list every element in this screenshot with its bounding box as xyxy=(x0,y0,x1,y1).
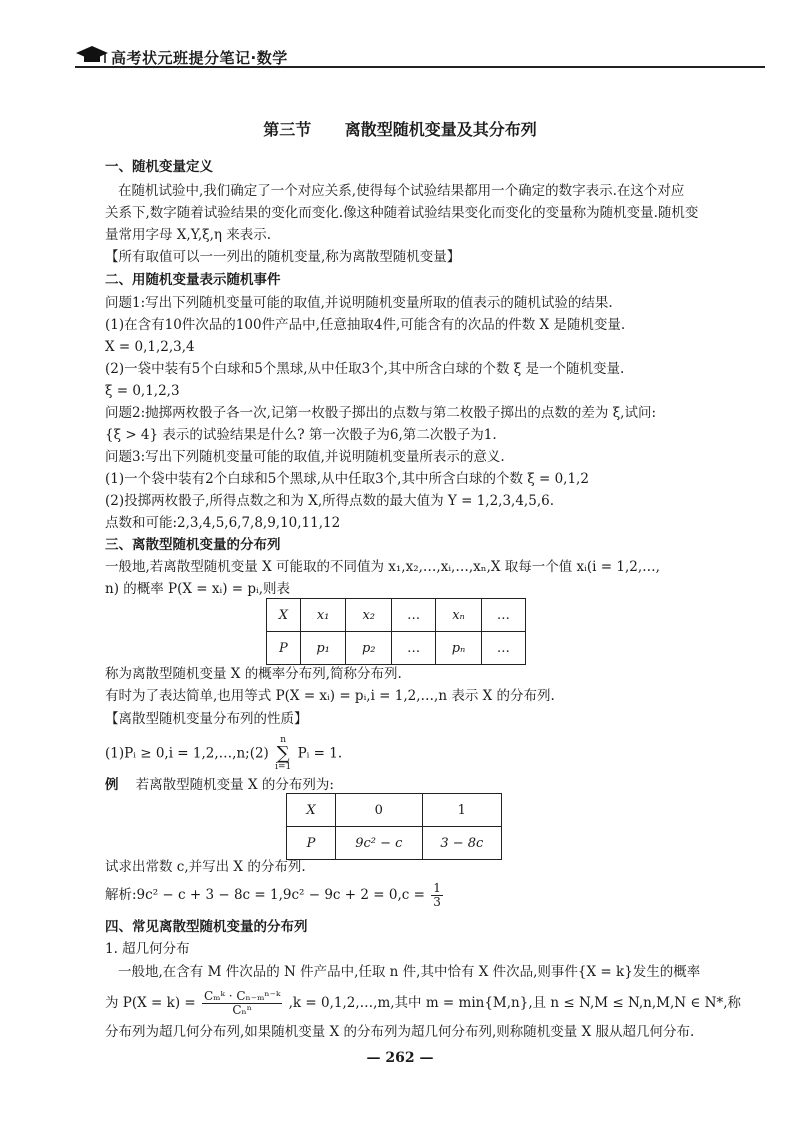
heading-distribution: 三、离散型随机变量的分布列 xyxy=(105,537,281,553)
problem-1-part-2-answer: ξ = 0,1,2,3 xyxy=(105,383,180,399)
fraction-numerator: Cₘᵏ · Cₙ₋ₘⁿ⁻ᵏ xyxy=(204,989,281,1003)
sum-upper: n xyxy=(280,735,287,745)
distribution-table xyxy=(266,598,526,665)
table-cell: … xyxy=(392,632,436,665)
table-cell: P xyxy=(287,827,336,860)
page-number: — 262 — xyxy=(366,1050,434,1066)
paragraph-line: 称为离散型随机变量 X 的概率分布列,简称分布列. xyxy=(105,666,402,682)
problem-2-answer: {ξ > 4} 表示的试验结果是什么? 第一次骰子为6,第二次骰子为1. xyxy=(105,427,497,443)
table-cell: p₁ xyxy=(300,632,346,665)
sum-lower: i=1 xyxy=(275,762,292,772)
table-cell: X xyxy=(267,599,301,632)
header-title: 高考状元班提分笔记·数学 xyxy=(111,49,288,67)
example-solution xyxy=(105,882,445,909)
hypergeometric-fraction xyxy=(202,990,282,1017)
problem-2: 问题2:抛掷两枚骰子各一次,记第一枚骰子掷出的点数与第二枚骰子掷出的点数的差为 ξ,试问: xyxy=(105,405,656,421)
table-cell: … xyxy=(392,599,436,632)
fraction-denominator: Cₙⁿ xyxy=(232,1003,252,1017)
table-cell: … xyxy=(481,632,525,665)
sum-sigma: ∑ xyxy=(276,743,290,764)
table-cell: … xyxy=(481,599,525,632)
table-row xyxy=(287,794,502,827)
solution-text: 解析:9c² − c + 3 − 8c = 1,9c² − 9c + 2 = 0,c = xyxy=(105,887,430,903)
problem-1-part-1: (1)在含有10件次品的100件产品中,任意抽取4件,可能含有的次品的件数 X 是随机变量. xyxy=(105,317,626,333)
problem-1-part-2: (2)一袋中装有5个白球和5个黑球,从中任取3个,其中所含白球的个数 ξ 是一个随机变量. xyxy=(105,361,625,377)
formula-prefix: 为 P(X = k) = xyxy=(105,995,196,1011)
table-cell: 9c² − c xyxy=(336,827,423,860)
subheading-hypergeometric: 1. 超几何分布 xyxy=(105,941,190,957)
table-cell: 1 xyxy=(422,794,501,827)
paragraph-line: 分布列为超几何分布列,如果随机变量 X 的分布列为超几何分布列,则称随机变量 X 服从超几何分布. xyxy=(105,1024,695,1040)
example-text: 若离散型随机变量 X 的分布列为: xyxy=(135,777,334,793)
properties-formula xyxy=(105,736,342,772)
paragraph-line: 一般地,在含有 M 件次品的 N 件产品中,任取 n 件,其中恰有 X 件次品,则事件{X = k}发生的概率 xyxy=(118,964,701,980)
table-cell: 3 − 8c xyxy=(422,827,501,860)
problem-3-part-2: (2)投掷两枚骰子,所得点数之和为 X,所得点数的最大值为 Y = 1,2,3,4,5,6. xyxy=(105,493,554,509)
paragraph-line: 在随机试验中,我们确定了一个对应关系,使得每个试验结果都用一个确定的数字表示.在这个对应 xyxy=(118,183,685,199)
table-cell: P xyxy=(267,632,301,665)
table-cell: x₁ xyxy=(300,599,346,632)
header-rule xyxy=(75,66,765,68)
property-2: Pᵢ = 1. xyxy=(297,745,343,762)
example-distribution-table xyxy=(286,793,502,860)
section-number: 第三节 xyxy=(263,120,312,139)
paragraph-line: 关系下,数字随着试验结果的变化而变化.像这种随着试验结果变化而变化的变量称为随机变量.随机变 xyxy=(105,205,699,221)
fraction-denominator: 3 xyxy=(433,895,441,909)
example-question: 试求出常数 c,并写出 X 的分布列. xyxy=(105,859,306,875)
example-prompt xyxy=(105,775,334,795)
heading-common-distributions: 四、常见离散型随机变量的分布列 xyxy=(105,919,308,935)
formula-suffix: ,k = 0,1,2,…,m,其中 m = min{M,n},且 n ≤ N,M ≤ N,n,M,N ∈ N*,称 xyxy=(288,995,742,1011)
paragraph-line: 有时为了表达简单,也用等式 P(X = xᵢ) = pᵢ,i = 1,2,…,n 表示 X 的分布列. xyxy=(105,688,555,704)
graduation-cap-icon xyxy=(75,44,109,66)
hypergeometric-formula xyxy=(105,990,741,1017)
solution-fraction xyxy=(431,882,443,909)
property-1: (1)Pᵢ ≥ 0,i = 1,2,…,n;(2) xyxy=(105,745,269,762)
table-row xyxy=(267,632,526,665)
table-cell: xₙ xyxy=(436,599,482,632)
table-cell: p₂ xyxy=(346,632,392,665)
problem-3: 问题3:写出下列随机变量可能的取值,并说明随机变量所表示的意义. xyxy=(105,449,505,465)
example-label: 例 xyxy=(105,777,119,793)
heading-random-events: 二、用随机变量表示随机事件 xyxy=(105,272,281,288)
problem-1-part-1-answer: X = 0,1,2,3,4 xyxy=(105,339,195,355)
section-title xyxy=(0,117,800,140)
paragraph-line: 一般地,若离散型随机变量 X 可能取的不同值为 x₁,x₂,…,xᵢ,…,xₙ,X 取每一个值 xᵢ(i = 1,2,…, xyxy=(105,559,660,575)
problem-1: 问题1:写出下列随机变量可能的取值,并说明随机变量所取的值表示的随机试验的结果. xyxy=(105,295,613,311)
table-cell: x₂ xyxy=(346,599,392,632)
table-row xyxy=(267,599,526,632)
paragraph-line: 量常用字母 X,Y,ξ,η 来表示. xyxy=(105,227,272,243)
problem-3-sum-values: 点数和可能:2,3,4,5,6,7,8,9,10,11,12 xyxy=(105,515,341,531)
table-row xyxy=(287,827,502,860)
paragraph-line: n) 的概率 P(X = xᵢ) = pᵢ,则表 xyxy=(105,581,291,597)
page-header xyxy=(75,44,765,70)
fraction-numerator: 1 xyxy=(433,881,441,895)
section-heading: 离散型随机变量及其分布列 xyxy=(344,120,537,139)
heading-random-variable-def: 一、随机变量定义 xyxy=(105,159,213,175)
table-cell: 0 xyxy=(336,794,423,827)
table-cell: pₙ xyxy=(436,632,482,665)
note-discrete-definition: 【所有取值可以一一列出的随机变量,称为离散型随机变量】 xyxy=(105,249,461,265)
summation-symbol xyxy=(275,736,291,772)
table-cell: X xyxy=(287,794,336,827)
note-distribution-properties: 【离散型随机变量分布列的性质】 xyxy=(105,711,308,727)
problem-3-part-1: (1)一个袋中装有2个白球和5个黑球,从中任取3个,其中所含白球的个数 ξ = 0,1,2 xyxy=(105,471,589,487)
